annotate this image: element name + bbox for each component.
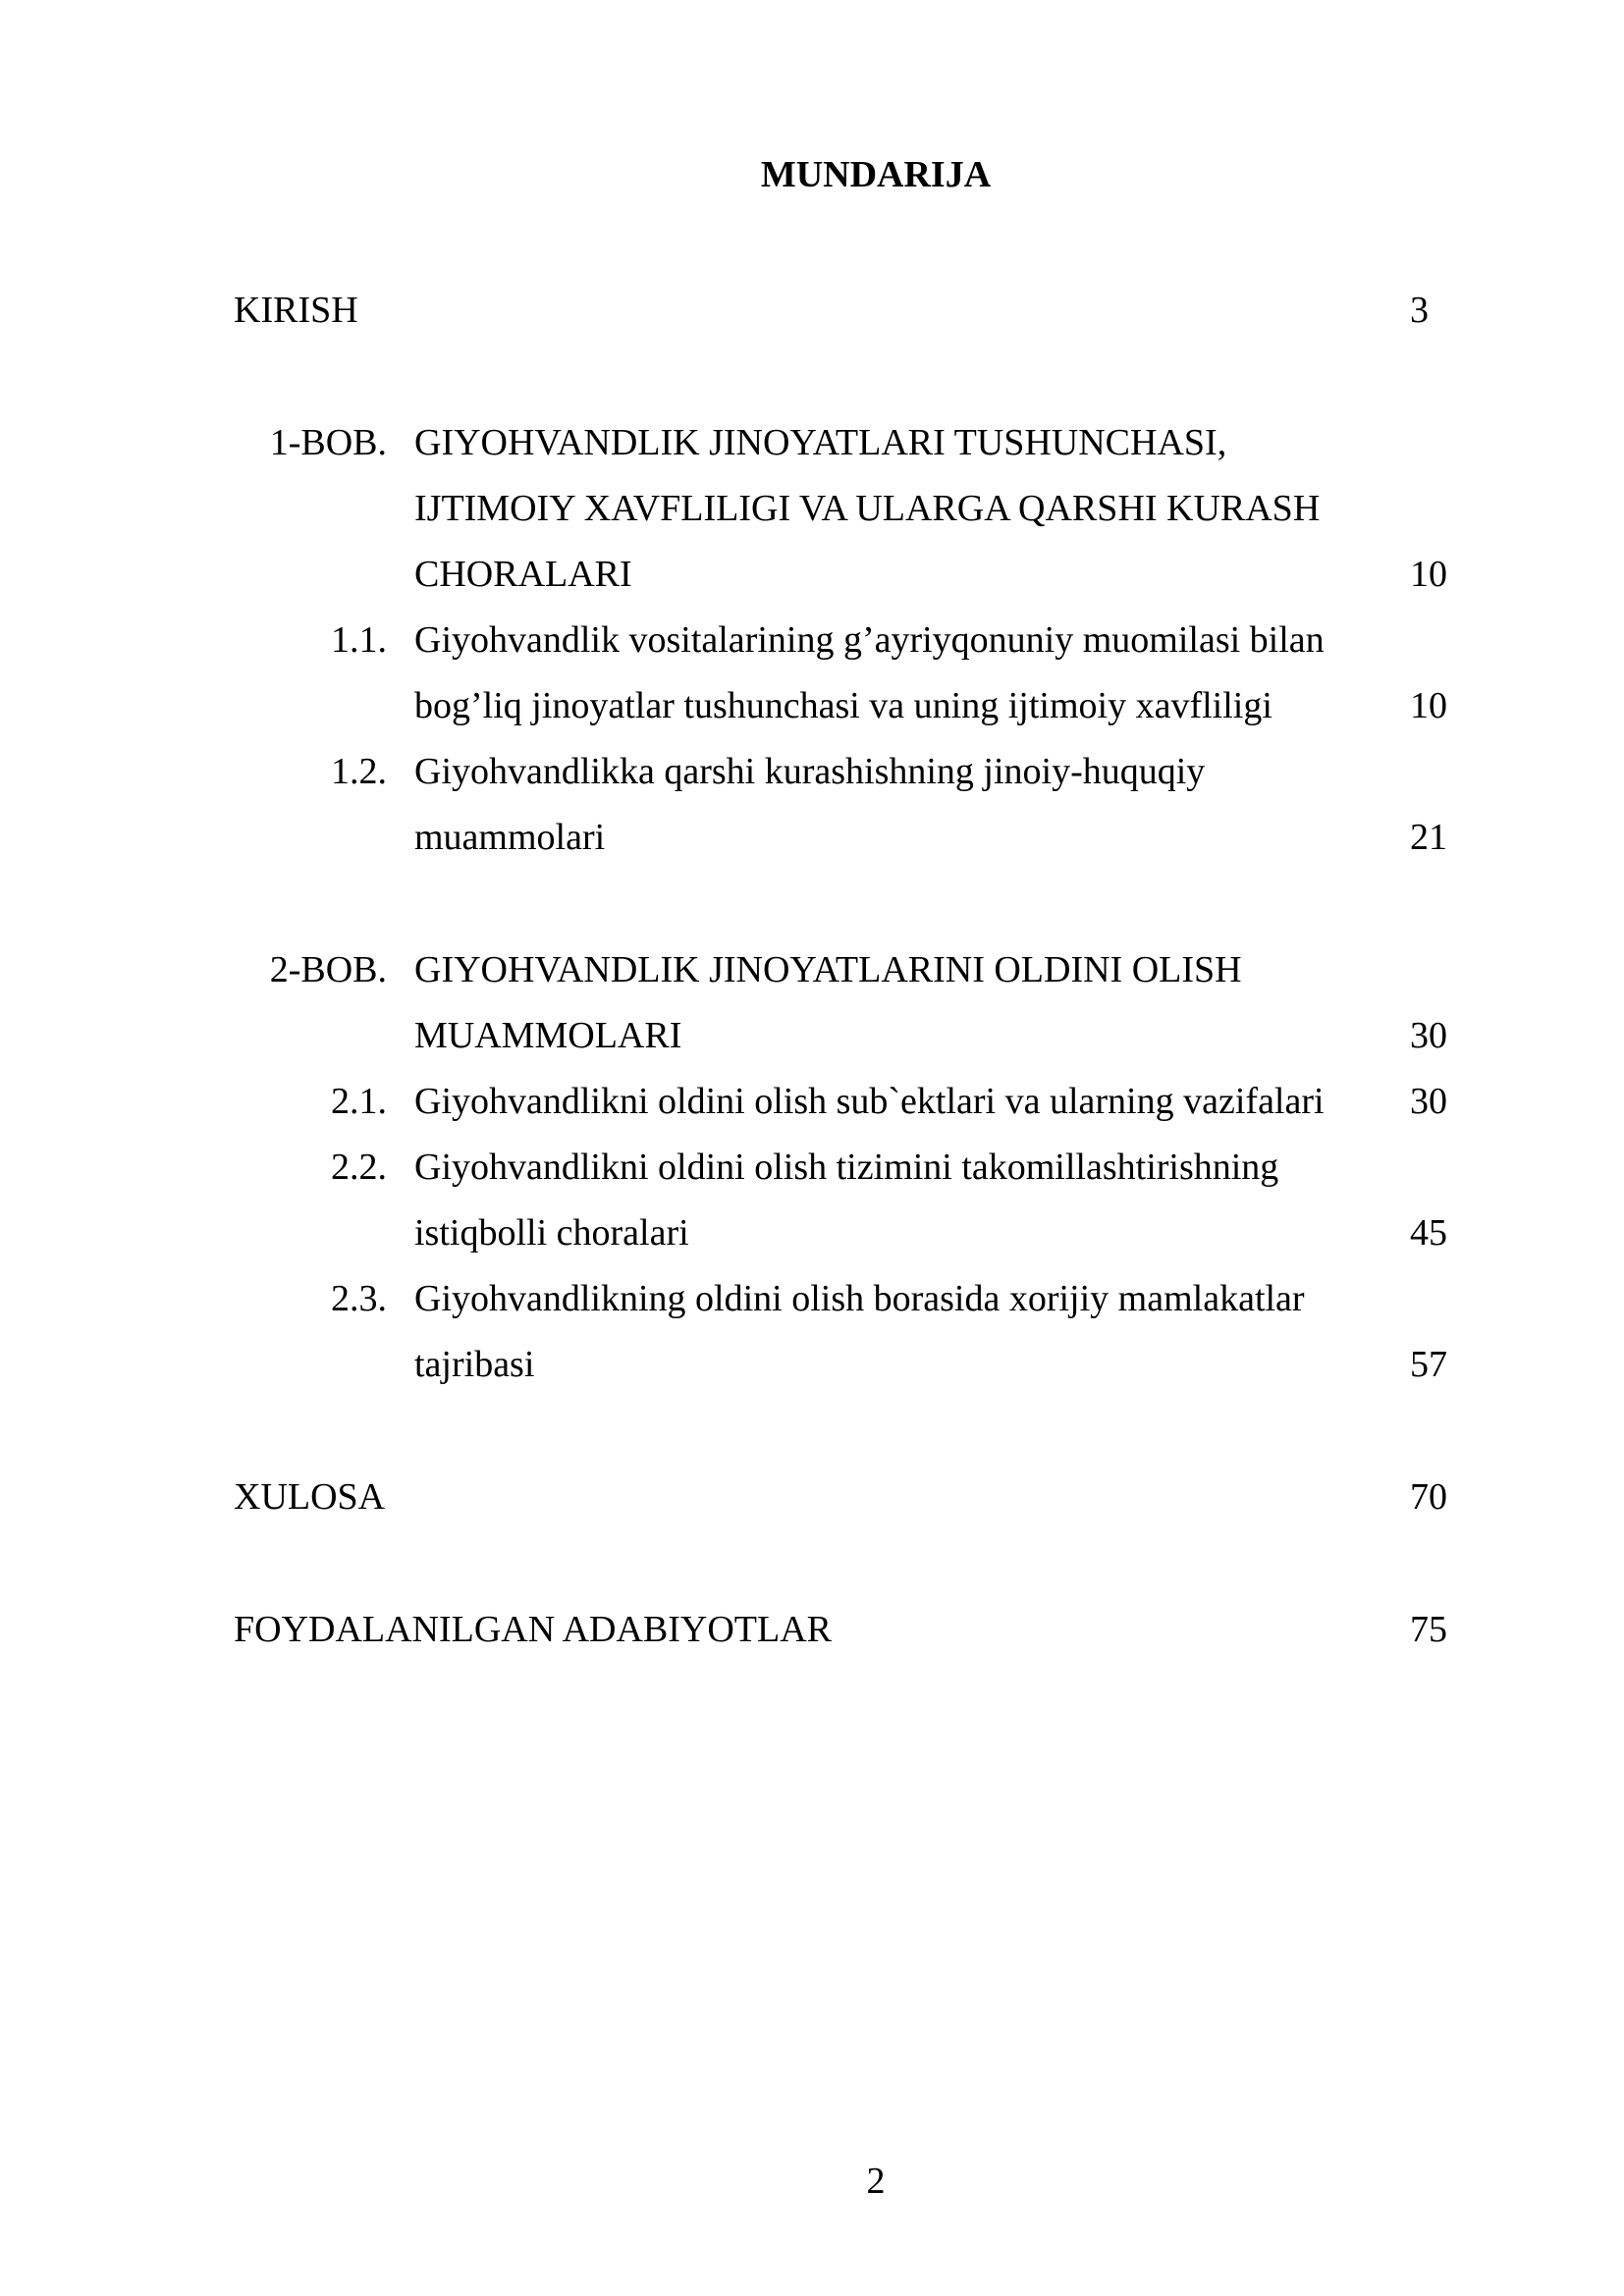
toc-page-s23: 57 — [1410, 1344, 1447, 1385]
toc-label-s21: 2.1. — [331, 1081, 387, 1122]
toc-line-s11-2[interactable]: bog’liq jinoyatlar tushunchasi va uning ijtimoiy xavfliligi — [414, 685, 1272, 726]
toc-page-s21: 30 — [1410, 1081, 1447, 1122]
toc-label-bob2: 2-BOB. — [269, 949, 387, 990]
page-number: 2 — [866, 2161, 886, 2202]
toc-label-s23: 2.3. — [331, 1278, 387, 1319]
toc-entry-adabiyot[interactable] — [234, 1600, 832, 1659]
page-title: MUNDARIJA — [760, 154, 992, 195]
toc-line-s23-2[interactable]: tajribasi — [414, 1344, 535, 1385]
toc-page-kirish: 3 — [1410, 290, 1429, 331]
toc-line-s23-1[interactable]: Giyohvandlikning oldini olish borasida xorijiy mamlakatlar — [414, 1278, 1305, 1319]
toc-page-xulosa: 70 — [1410, 1476, 1447, 1518]
toc-line-s21-1[interactable]: Giyohvandlikni oldini olish sub`ektlari va ularning vazifalari — [414, 1081, 1325, 1122]
toc-line-s12-2[interactable]: muammolari — [414, 817, 606, 858]
toc-entry-xulosa-text: XULOSA — [234, 1476, 386, 1518]
toc-label-s22: 2.2. — [331, 1147, 387, 1188]
toc-line-s11-1[interactable]: Giyohvandlik vositalarining g’ayriyqonuniy muomilasi bilan — [414, 619, 1325, 661]
toc-line-bob1-1[interactable]: GIYOHVANDLIK JINOYATLARI TUSHUNCHASI, — [414, 422, 1227, 463]
toc-entry-kirish-text: KIRISH — [234, 290, 358, 331]
toc-page-s11: 10 — [1410, 685, 1447, 726]
toc-page-bob2: 30 — [1410, 1015, 1447, 1056]
toc-page-s22: 45 — [1410, 1212, 1447, 1254]
toc-page-bob1: 10 — [1410, 554, 1447, 595]
toc-line-s12-1[interactable]: Giyohvandlikka qarshi kurashishning jinoiy-huquqiy — [414, 751, 1206, 792]
toc-entry-kirish[interactable] — [234, 281, 358, 340]
toc-entry-adabiyot-text: FOYDALANILGAN ADABIYOTLAR — [234, 1609, 833, 1650]
toc-entry-xulosa[interactable] — [234, 1468, 385, 1526]
toc-line-bob2-1[interactable]: GIYOHVANDLIK JINOYATLARINI OLDINI OLISH — [414, 949, 1242, 990]
toc-page-s12: 21 — [1410, 817, 1447, 858]
toc-line-bob1-2[interactable]: IJTIMOIY XAVFLILIGI VA ULARGA QARSHI KURASH — [414, 488, 1321, 529]
toc-label-s12: 1.2. — [331, 751, 387, 792]
toc-label-bob1: 1-BOB. — [269, 422, 387, 463]
toc-line-s22-1[interactable]: Giyohvandlikni oldini olish tizimini takomillashtirishning — [414, 1147, 1279, 1188]
toc-line-s22-2[interactable]: istiqbolli choralari — [414, 1212, 689, 1254]
toc-label-s11: 1.1. — [331, 619, 387, 661]
toc-line-bob2-2[interactable]: MUAMMOLARI — [414, 1015, 682, 1056]
toc-line-bob1-3[interactable]: CHORALARI — [414, 554, 632, 595]
toc-page-adabiyot: 75 — [1410, 1609, 1447, 1650]
